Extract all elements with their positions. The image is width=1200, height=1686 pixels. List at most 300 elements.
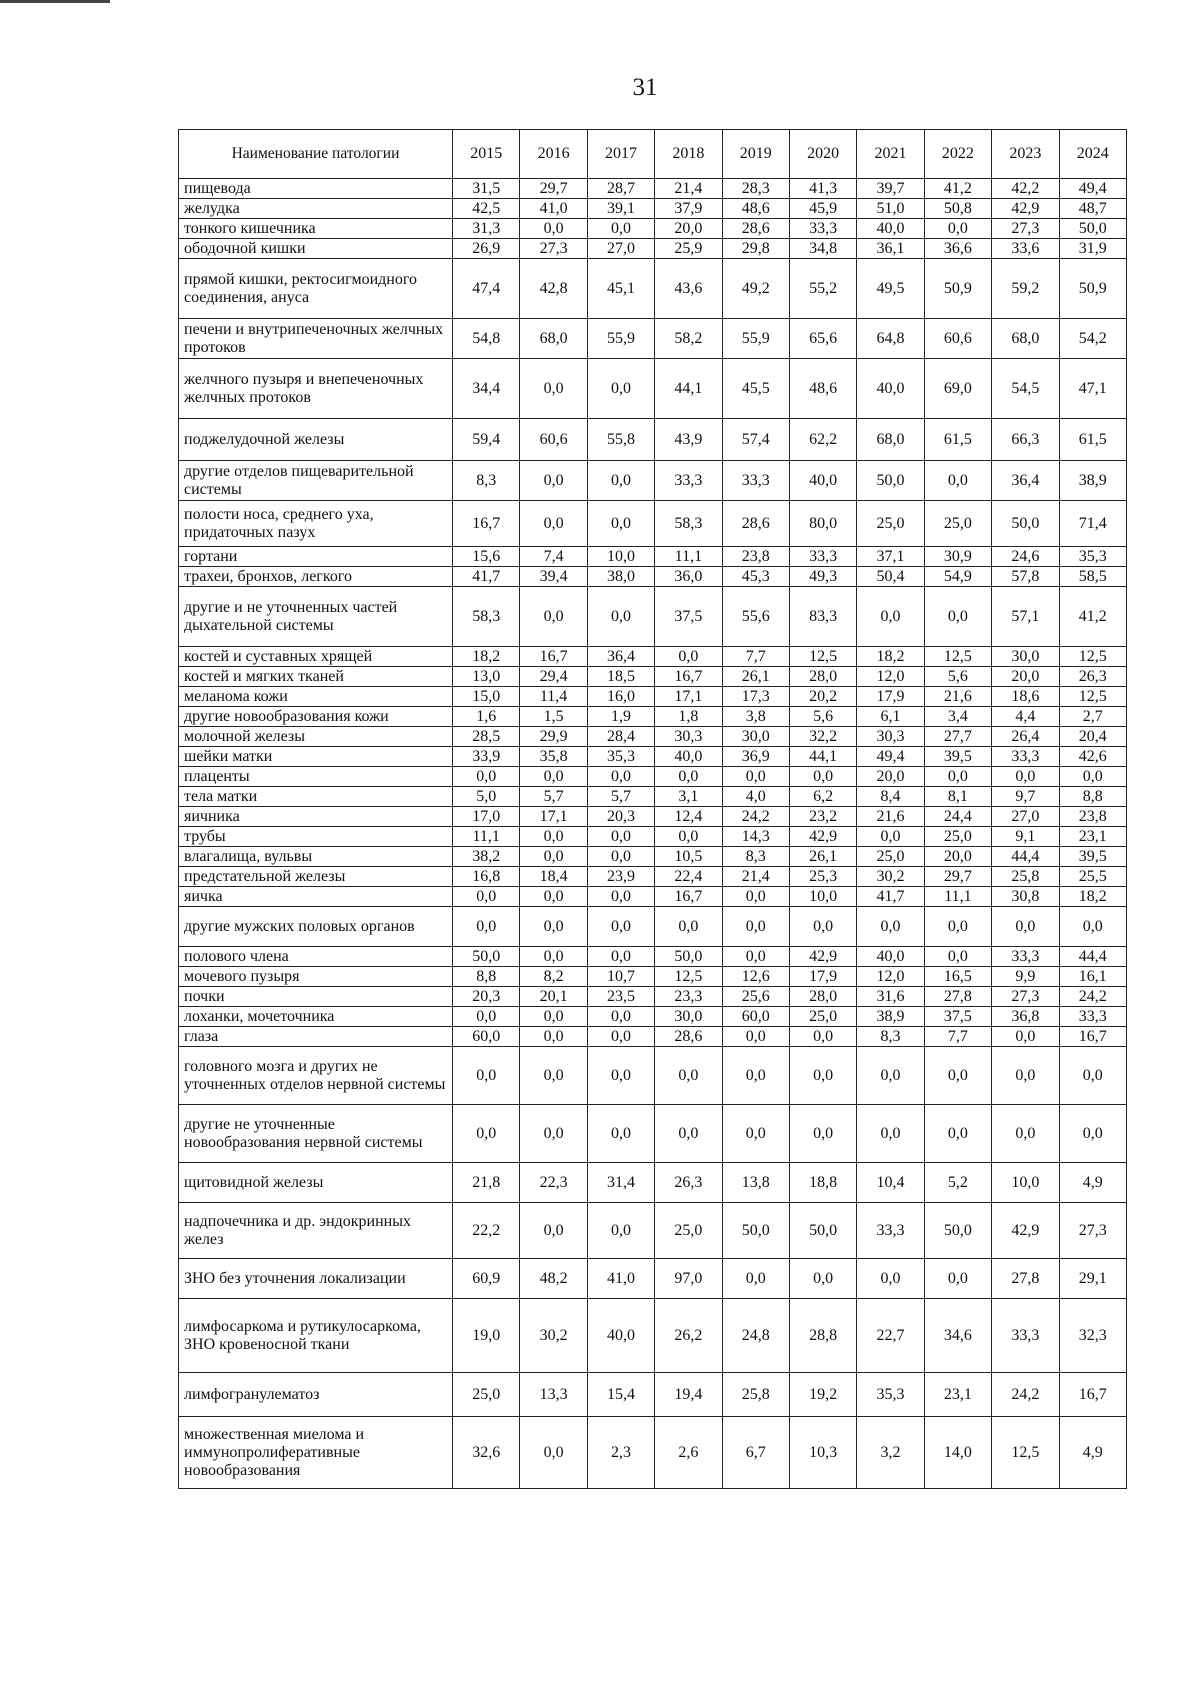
table-row (179, 1203, 1127, 1259)
value-cell: 20,4 (1059, 727, 1126, 747)
pathology-name-cell: полости носа, среднего уха, придаточных пазух (179, 501, 453, 547)
value-cell: 37,5 (924, 1007, 991, 1027)
value-cell: 16,5 (924, 967, 991, 987)
value-cell: 0,0 (924, 219, 991, 239)
value-cell: 25,8 (722, 1373, 789, 1417)
value-cell: 24,8 (722, 1299, 789, 1373)
value-cell: 41,0 (587, 1259, 654, 1299)
pathology-name-cell: предстательной железы (179, 867, 453, 887)
table-row (179, 219, 1127, 239)
value-cell: 0,0 (992, 1105, 1059, 1163)
pathology-name-cell: меланома кожи (179, 687, 453, 707)
value-cell: 18,8 (789, 1163, 856, 1203)
value-cell: 0,0 (453, 1105, 520, 1163)
value-cell: 16,7 (1059, 1373, 1126, 1417)
value-cell: 20,0 (992, 667, 1059, 687)
value-cell: 48,6 (789, 359, 856, 419)
table-row (179, 547, 1127, 567)
value-cell: 45,5 (722, 359, 789, 419)
value-cell: 0,0 (587, 1027, 654, 1047)
value-cell: 0,0 (520, 359, 587, 419)
table-row (179, 1027, 1127, 1047)
value-cell: 34,4 (453, 359, 520, 419)
table-row (179, 1007, 1127, 1027)
column-header-year: 2024 (1059, 130, 1126, 179)
value-cell: 0,0 (924, 907, 991, 947)
value-cell: 12,5 (992, 1417, 1059, 1489)
value-cell: 5,2 (924, 1163, 991, 1203)
table-row (179, 747, 1127, 767)
value-cell: 41,2 (1059, 587, 1126, 647)
value-cell: 49,5 (857, 259, 924, 319)
value-cell: 1,9 (587, 707, 654, 727)
value-cell: 36,4 (587, 647, 654, 667)
value-cell: 83,3 (789, 587, 856, 647)
pathology-name-cell: молочной железы (179, 727, 453, 747)
value-cell: 47,4 (453, 259, 520, 319)
value-cell: 65,6 (789, 319, 856, 359)
pathology-name-cell: шейки матки (179, 747, 453, 767)
value-cell: 32,3 (1059, 1299, 1126, 1373)
value-cell: 18,6 (992, 687, 1059, 707)
table-row (179, 179, 1127, 199)
value-cell: 39,5 (1059, 847, 1126, 867)
value-cell: 44,4 (992, 847, 1059, 867)
value-cell: 50,8 (924, 199, 991, 219)
value-cell: 50,0 (857, 461, 924, 501)
value-cell: 58,5 (1059, 567, 1126, 587)
table-row (179, 567, 1127, 587)
value-cell: 35,8 (520, 747, 587, 767)
value-cell: 23,8 (1059, 807, 1126, 827)
value-cell: 43,6 (655, 259, 722, 319)
value-cell: 49,3 (789, 567, 856, 587)
value-cell: 0,0 (520, 887, 587, 907)
column-header-year: 2017 (587, 130, 654, 179)
table-row (179, 259, 1127, 319)
value-cell: 36,6 (924, 239, 991, 259)
value-cell: 33,3 (992, 747, 1059, 767)
value-cell: 0,0 (520, 587, 587, 647)
value-cell: 33,3 (789, 219, 856, 239)
table-row (179, 827, 1127, 847)
value-cell: 38,2 (453, 847, 520, 867)
table-row (179, 947, 1127, 967)
value-cell: 0,0 (655, 767, 722, 787)
value-cell: 26,3 (655, 1163, 722, 1203)
value-cell: 59,4 (453, 419, 520, 461)
value-cell: 36,0 (655, 567, 722, 587)
value-cell: 25,0 (924, 827, 991, 847)
value-cell: 50,0 (1059, 219, 1126, 239)
value-cell: 24,2 (1059, 987, 1126, 1007)
value-cell: 68,0 (520, 319, 587, 359)
column-header-year: 2023 (992, 130, 1059, 179)
value-cell: 58,2 (655, 319, 722, 359)
value-cell: 50,9 (924, 259, 991, 319)
table-row (179, 1373, 1127, 1417)
value-cell: 16,7 (453, 501, 520, 547)
value-cell: 62,2 (789, 419, 856, 461)
value-cell: 54,8 (453, 319, 520, 359)
pathology-name-cell: желчного пузыря и внепеченочных желчных протоков (179, 359, 453, 419)
value-cell: 17,1 (655, 687, 722, 707)
value-cell: 18,2 (857, 647, 924, 667)
value-cell: 30,0 (722, 727, 789, 747)
table-row (179, 319, 1127, 359)
value-cell: 40,0 (655, 747, 722, 767)
value-cell: 26,1 (789, 847, 856, 867)
value-cell: 27,3 (520, 239, 587, 259)
value-cell: 0,0 (857, 827, 924, 847)
value-cell: 0,0 (587, 1047, 654, 1105)
value-cell: 39,1 (587, 199, 654, 219)
value-cell: 14,0 (924, 1417, 991, 1489)
table-row (179, 1259, 1127, 1299)
value-cell: 0,0 (587, 1105, 654, 1163)
value-cell: 25,8 (992, 867, 1059, 887)
value-cell: 0,0 (587, 827, 654, 847)
value-cell: 54,2 (1059, 319, 1126, 359)
pathology-name-cell: мочевого пузыря (179, 967, 453, 987)
value-cell: 17,1 (520, 807, 587, 827)
value-cell: 1,8 (655, 707, 722, 727)
value-cell: 10,4 (857, 1163, 924, 1203)
value-cell: 0,0 (587, 1203, 654, 1259)
value-cell: 0,0 (992, 907, 1059, 947)
value-cell: 60,0 (722, 1007, 789, 1027)
value-cell: 0,0 (655, 827, 722, 847)
table-row (179, 707, 1127, 727)
value-cell: 0,0 (1059, 1105, 1126, 1163)
value-cell: 0,0 (520, 907, 587, 947)
value-cell: 0,0 (722, 1027, 789, 1047)
pathology-name-cell: другие не уточненные новообразования нервной системы (179, 1105, 453, 1163)
column-header-year: 2022 (924, 130, 991, 179)
value-cell: 17,9 (789, 967, 856, 987)
value-cell: 9,7 (992, 787, 1059, 807)
value-cell: 41,7 (857, 887, 924, 907)
value-cell: 11,1 (924, 887, 991, 907)
value-cell: 3,8 (722, 707, 789, 727)
table-row (179, 967, 1127, 987)
value-cell: 31,4 (587, 1163, 654, 1203)
value-cell: 19,4 (655, 1373, 722, 1417)
value-cell: 5,6 (924, 667, 991, 687)
value-cell: 55,9 (587, 319, 654, 359)
value-cell: 25,0 (655, 1203, 722, 1259)
value-cell: 50,9 (1059, 259, 1126, 319)
value-cell: 25,6 (722, 987, 789, 1007)
value-cell: 23,5 (587, 987, 654, 1007)
table-row (179, 1047, 1127, 1105)
value-cell: 50,0 (655, 947, 722, 967)
value-cell: 4,9 (1059, 1417, 1126, 1489)
value-cell: 17,9 (857, 687, 924, 707)
value-cell: 0,0 (587, 907, 654, 947)
value-cell: 40,0 (857, 219, 924, 239)
value-cell: 34,6 (924, 1299, 991, 1373)
pathology-name-cell: костей и суставных хрящей (179, 647, 453, 667)
value-cell: 13,3 (520, 1373, 587, 1417)
value-cell: 45,1 (587, 259, 654, 319)
value-cell: 28,6 (722, 501, 789, 547)
value-cell: 31,5 (453, 179, 520, 199)
value-cell: 9,9 (992, 967, 1059, 987)
value-cell: 71,4 (1059, 501, 1126, 547)
value-cell: 19,0 (453, 1299, 520, 1373)
value-cell: 30,9 (924, 547, 991, 567)
value-cell: 5,7 (587, 787, 654, 807)
value-cell: 0,0 (520, 1203, 587, 1259)
pathology-name-cell: лоханки, мочеточника (179, 1007, 453, 1027)
column-header-name: Наименование патологии (179, 130, 453, 179)
value-cell: 24,4 (924, 807, 991, 827)
value-cell: 49,2 (722, 259, 789, 319)
value-cell: 34,8 (789, 239, 856, 259)
table-row (179, 907, 1127, 947)
value-cell: 28,5 (453, 727, 520, 747)
value-cell: 30,0 (992, 647, 1059, 667)
table-body (179, 179, 1127, 1489)
table-header-row (179, 130, 1127, 179)
value-cell: 97,0 (655, 1259, 722, 1299)
value-cell: 42,8 (520, 259, 587, 319)
table-row (179, 647, 1127, 667)
table-row (179, 359, 1127, 419)
value-cell: 0,0 (924, 767, 991, 787)
value-cell: 23,1 (924, 1373, 991, 1417)
value-cell: 22,2 (453, 1203, 520, 1259)
value-cell: 32,6 (453, 1417, 520, 1489)
value-cell: 0,0 (520, 827, 587, 847)
value-cell: 54,9 (924, 567, 991, 587)
value-cell: 16,1 (1059, 967, 1126, 987)
table-row (179, 887, 1127, 907)
value-cell: 33,3 (857, 1203, 924, 1259)
value-cell: 8,2 (520, 967, 587, 987)
value-cell: 33,3 (722, 461, 789, 501)
value-cell: 0,0 (857, 587, 924, 647)
value-cell: 33,3 (655, 461, 722, 501)
value-cell: 20,0 (655, 219, 722, 239)
value-cell: 20,3 (453, 987, 520, 1007)
value-cell: 21,6 (857, 807, 924, 827)
value-cell: 80,0 (789, 501, 856, 547)
value-cell: 36,1 (857, 239, 924, 259)
table-row (179, 787, 1127, 807)
pathology-name-cell: головного мозга и других не уточненных отделов нервной системы (179, 1047, 453, 1105)
value-cell: 0,0 (520, 1027, 587, 1047)
value-cell: 42,5 (453, 199, 520, 219)
value-cell: 20,1 (520, 987, 587, 1007)
value-cell: 0,0 (789, 907, 856, 947)
value-cell: 12,5 (655, 967, 722, 987)
value-cell: 2,6 (655, 1417, 722, 1489)
value-cell: 35,3 (857, 1373, 924, 1417)
value-cell: 27,0 (587, 239, 654, 259)
value-cell: 35,3 (587, 747, 654, 767)
value-cell: 24,2 (992, 1373, 1059, 1417)
value-cell: 0,0 (924, 461, 991, 501)
value-cell: 0,0 (453, 767, 520, 787)
value-cell: 50,0 (992, 501, 1059, 547)
value-cell: 12,5 (924, 647, 991, 667)
value-cell: 11,1 (655, 547, 722, 567)
value-cell: 45,3 (722, 567, 789, 587)
value-cell: 7,7 (924, 1027, 991, 1047)
value-cell: 0,0 (924, 1105, 991, 1163)
value-cell: 28,8 (789, 1299, 856, 1373)
value-cell: 38,9 (857, 1007, 924, 1027)
value-cell: 15,4 (587, 1373, 654, 1417)
value-cell: 50,0 (722, 1203, 789, 1259)
value-cell: 45,9 (789, 199, 856, 219)
value-cell: 0,0 (722, 767, 789, 787)
value-cell: 10,5 (655, 847, 722, 867)
value-cell: 0,0 (587, 359, 654, 419)
value-cell: 31,3 (453, 219, 520, 239)
pathology-name-cell: плаценты (179, 767, 453, 787)
table-row (179, 1417, 1127, 1489)
value-cell: 44,1 (789, 747, 856, 767)
value-cell: 35,3 (1059, 547, 1126, 567)
column-header-year: 2019 (722, 130, 789, 179)
value-cell: 20,0 (924, 847, 991, 867)
value-cell: 50,4 (857, 567, 924, 587)
value-cell: 4,0 (722, 787, 789, 807)
value-cell: 18,2 (1059, 887, 1126, 907)
value-cell: 10,0 (587, 547, 654, 567)
value-cell: 16,7 (655, 887, 722, 907)
value-cell: 30,0 (655, 1007, 722, 1027)
value-cell: 33,3 (992, 947, 1059, 967)
value-cell: 12,5 (789, 647, 856, 667)
value-cell: 40,0 (789, 461, 856, 501)
value-cell: 47,1 (1059, 359, 1126, 419)
value-cell: 21,4 (722, 867, 789, 887)
value-cell: 49,4 (857, 747, 924, 767)
pathology-name-cell: другие новообразования кожи (179, 707, 453, 727)
value-cell: 28,6 (722, 219, 789, 239)
value-cell: 0,0 (722, 1259, 789, 1299)
value-cell: 25,9 (655, 239, 722, 259)
pathology-name-cell: ЗНО без уточнения локализации (179, 1259, 453, 1299)
column-header-year: 2015 (453, 130, 520, 179)
value-cell: 25,5 (1059, 867, 1126, 887)
value-cell: 0,0 (789, 1047, 856, 1105)
value-cell: 21,6 (924, 687, 991, 707)
value-cell: 26,2 (655, 1299, 722, 1373)
value-cell: 12,5 (1059, 687, 1126, 707)
table-row (179, 867, 1127, 887)
pathology-name-cell: лимфогранулематоз (179, 1373, 453, 1417)
value-cell: 23,9 (587, 867, 654, 887)
value-cell: 23,2 (789, 807, 856, 827)
value-cell: 2,3 (587, 1417, 654, 1489)
value-cell: 25,0 (453, 1373, 520, 1417)
value-cell: 24,6 (992, 547, 1059, 567)
value-cell: 10,7 (587, 967, 654, 987)
value-cell: 0,0 (453, 1007, 520, 1027)
value-cell: 0,0 (520, 847, 587, 867)
value-cell: 1,6 (453, 707, 520, 727)
value-cell: 4,4 (992, 707, 1059, 727)
value-cell: 27,3 (1059, 1203, 1126, 1259)
value-cell: 0,0 (924, 1259, 991, 1299)
value-cell: 42,9 (789, 827, 856, 847)
value-cell: 0,0 (789, 1259, 856, 1299)
value-cell: 27,0 (992, 807, 1059, 827)
value-cell: 0,0 (924, 587, 991, 647)
pathology-name-cell: ободочной кишки (179, 239, 453, 259)
value-cell: 28,0 (789, 667, 856, 687)
value-cell: 28,0 (789, 987, 856, 1007)
value-cell: 42,9 (992, 1203, 1059, 1259)
value-cell: 69,0 (924, 359, 991, 419)
value-cell: 0,0 (587, 1007, 654, 1027)
value-cell: 0,0 (587, 587, 654, 647)
value-cell: 68,0 (992, 319, 1059, 359)
value-cell: 0,0 (520, 501, 587, 547)
value-cell: 20,3 (587, 807, 654, 827)
value-cell: 61,5 (1059, 419, 1126, 461)
value-cell: 49,4 (1059, 179, 1126, 199)
page-number: 31 (632, 74, 658, 101)
value-cell: 18,4 (520, 867, 587, 887)
value-cell: 7,7 (722, 647, 789, 667)
value-cell: 36,9 (722, 747, 789, 767)
value-cell: 21,8 (453, 1163, 520, 1203)
value-cell: 12,5 (1059, 647, 1126, 667)
pathology-name-cell: яичка (179, 887, 453, 907)
value-cell: 12,0 (857, 667, 924, 687)
table-row (179, 727, 1127, 747)
value-cell: 0,0 (1059, 767, 1126, 787)
pathology-table-container (178, 129, 1126, 1489)
value-cell: 26,3 (1059, 667, 1126, 687)
value-cell: 68,0 (857, 419, 924, 461)
value-cell: 0,0 (1059, 1047, 1126, 1105)
value-cell: 16,7 (1059, 1027, 1126, 1047)
value-cell: 5,6 (789, 707, 856, 727)
value-cell: 0,0 (520, 461, 587, 501)
value-cell: 60,6 (520, 419, 587, 461)
value-cell: 31,6 (857, 987, 924, 1007)
value-cell: 16,0 (587, 687, 654, 707)
table-row (179, 847, 1127, 867)
value-cell: 57,4 (722, 419, 789, 461)
value-cell: 27,7 (924, 727, 991, 747)
value-cell: 28,3 (722, 179, 789, 199)
value-cell: 60,6 (924, 319, 991, 359)
value-cell: 12,6 (722, 967, 789, 987)
value-cell: 6,7 (722, 1417, 789, 1489)
table-row (179, 501, 1127, 547)
table-row (179, 1105, 1127, 1163)
value-cell: 39,7 (857, 179, 924, 199)
value-cell: 0,0 (924, 947, 991, 967)
value-cell: 0,0 (655, 647, 722, 667)
value-cell: 60,9 (453, 1259, 520, 1299)
value-cell: 27,3 (992, 987, 1059, 1007)
value-cell: 6,1 (857, 707, 924, 727)
value-cell: 12,4 (655, 807, 722, 827)
value-cell: 8,8 (1059, 787, 1126, 807)
value-cell: 0,0 (520, 219, 587, 239)
table-row (179, 987, 1127, 1007)
value-cell: 48,6 (722, 199, 789, 219)
